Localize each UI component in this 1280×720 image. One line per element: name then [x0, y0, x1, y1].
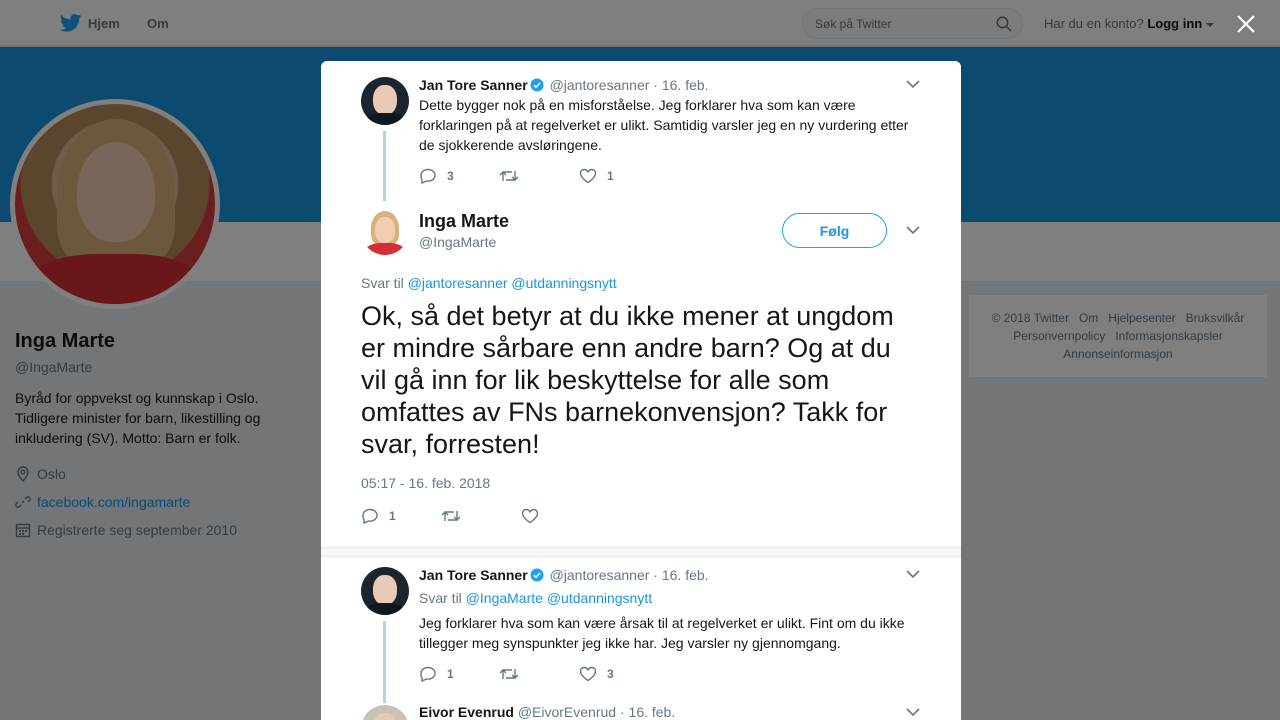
main-tweet-text: Ok, så det betyr at du ikke mener at ungdom er mindre sårbare enn andre barn? Og at du vil gå inn for lik beskyttelse for alle som omfattes av FNs barnekonvensjon? Takk for svar, forresten! — [361, 301, 894, 459]
retweet-action[interactable] — [499, 168, 579, 184]
parent-tweet-avatar[interactable] — [361, 77, 409, 125]
like-action[interactable] — [579, 168, 614, 184]
mention-link[interactable]: @jantoresanner — [407, 275, 508, 291]
reply-tweet-avatar[interactable] — [361, 567, 409, 615]
reply-tweet[interactable] — [361, 567, 921, 703]
reply-icon — [419, 665, 437, 683]
heart-icon — [579, 666, 597, 682]
reply-action[interactable] — [419, 665, 499, 683]
reply-prefix: Svar til — [361, 275, 404, 291]
like-action[interactable] — [521, 508, 549, 524]
verified-badge-icon — [530, 78, 544, 92]
retweet-action[interactable] — [499, 666, 579, 682]
separator-dot: · — [653, 567, 658, 583]
verified-badge-icon — [530, 568, 544, 582]
main-tweet-timestamp[interactable]: 05:17 - 16. feb. 2018 — [361, 475, 491, 491]
chevron-down-icon[interactable] — [905, 707, 921, 717]
reply-count: 1 — [447, 667, 454, 681]
chevron-down-icon[interactable] — [905, 569, 921, 579]
reply-count: 3 — [447, 169, 454, 183]
retweet-icon — [499, 168, 519, 184]
reply-tweet-date[interactable]: 16. feb. — [628, 704, 676, 720]
reply-tweet-handle[interactable]: @jantoresanner — [549, 567, 650, 583]
parent-tweet-handle[interactable]: @jantoresanner — [549, 77, 650, 93]
parent-tweet-actions — [419, 167, 614, 185]
thread-line — [383, 131, 386, 201]
reply-tweet-author[interactable]: Jan Tore Sanner — [419, 567, 528, 583]
parent-tweet-text: Dette bygger nok på en misforståelse. Jeg forklarer hva som kan være forklaringen på at regelverket er ulikt. Samtidig varsler jeg en ny vurdering etter de sjokkerende avsløringene. — [419, 97, 909, 153]
follow-button[interactable]: Følg — [782, 213, 887, 248]
reply-tweet-avatar[interactable] — [361, 705, 409, 720]
thread-line — [383, 621, 386, 703]
retweet-icon — [441, 508, 461, 524]
reply-icon — [361, 507, 379, 525]
reply-action[interactable] — [361, 507, 441, 525]
reply-icon — [419, 167, 437, 185]
parent-tweet-date[interactable]: 16. feb. — [661, 77, 709, 93]
heart-icon — [579, 168, 597, 184]
main-tweet-author[interactable]: Inga Marte — [419, 211, 510, 231]
reply-tweet-handle[interactable]: @EivorEvenrud — [517, 704, 617, 720]
reply-tweet-header — [419, 565, 709, 585]
retweet-action[interactable] — [441, 508, 521, 524]
reply-tweet-date[interactable]: 16. feb. — [661, 567, 709, 583]
chevron-down-icon[interactable] — [905, 79, 921, 89]
reply-tweet-text: Jeg forklarer hva som kan være årsak til at regelverket er ulikt. Fint om du ikke tillegger meg synspunkter jeg ikke har. Jeg varsler ny gjennomgang. — [419, 615, 905, 651]
reply-tweet[interactable] — [361, 705, 921, 720]
like-action[interactable] — [579, 666, 614, 682]
mention-link[interactable]: @IngaMarte — [465, 590, 543, 606]
like-count: 1 — [607, 169, 614, 183]
reply-tweet-header — [419, 702, 675, 720]
parent-tweet[interactable] — [361, 77, 921, 207]
reply-tweet-actions — [419, 665, 614, 683]
main-tweet-handle[interactable]: @IngaMarte — [419, 234, 497, 250]
close-icon[interactable] — [1234, 12, 1258, 36]
reply-count: 1 — [389, 509, 396, 523]
reply-tweet-author[interactable]: Eivor Evenrud — [419, 704, 514, 720]
parent-tweet-author[interactable]: Jan Tore Sanner — [419, 77, 528, 93]
main-tweet-reply-context — [361, 275, 617, 291]
separator-dot: · — [619, 704, 625, 720]
mention-link[interactable]: @utdanningsnytt — [511, 275, 617, 291]
main-tweet-avatar[interactable] — [361, 207, 409, 255]
reply-tweet-reply-context — [419, 590, 652, 606]
separator-dot: · — [653, 77, 658, 93]
heart-icon — [521, 508, 539, 524]
retweet-icon — [499, 666, 519, 682]
chevron-down-icon[interactable] — [905, 225, 921, 235]
reply-prefix: Svar til — [419, 590, 462, 606]
replies-divider — [321, 547, 961, 557]
mention-link[interactable]: @utdanningsnytt — [546, 590, 653, 606]
parent-tweet-header — [419, 75, 709, 95]
reply-action[interactable] — [419, 167, 499, 185]
like-count: 3 — [607, 667, 614, 681]
tweet-modal — [321, 61, 961, 720]
main-tweet-actions — [361, 507, 549, 525]
